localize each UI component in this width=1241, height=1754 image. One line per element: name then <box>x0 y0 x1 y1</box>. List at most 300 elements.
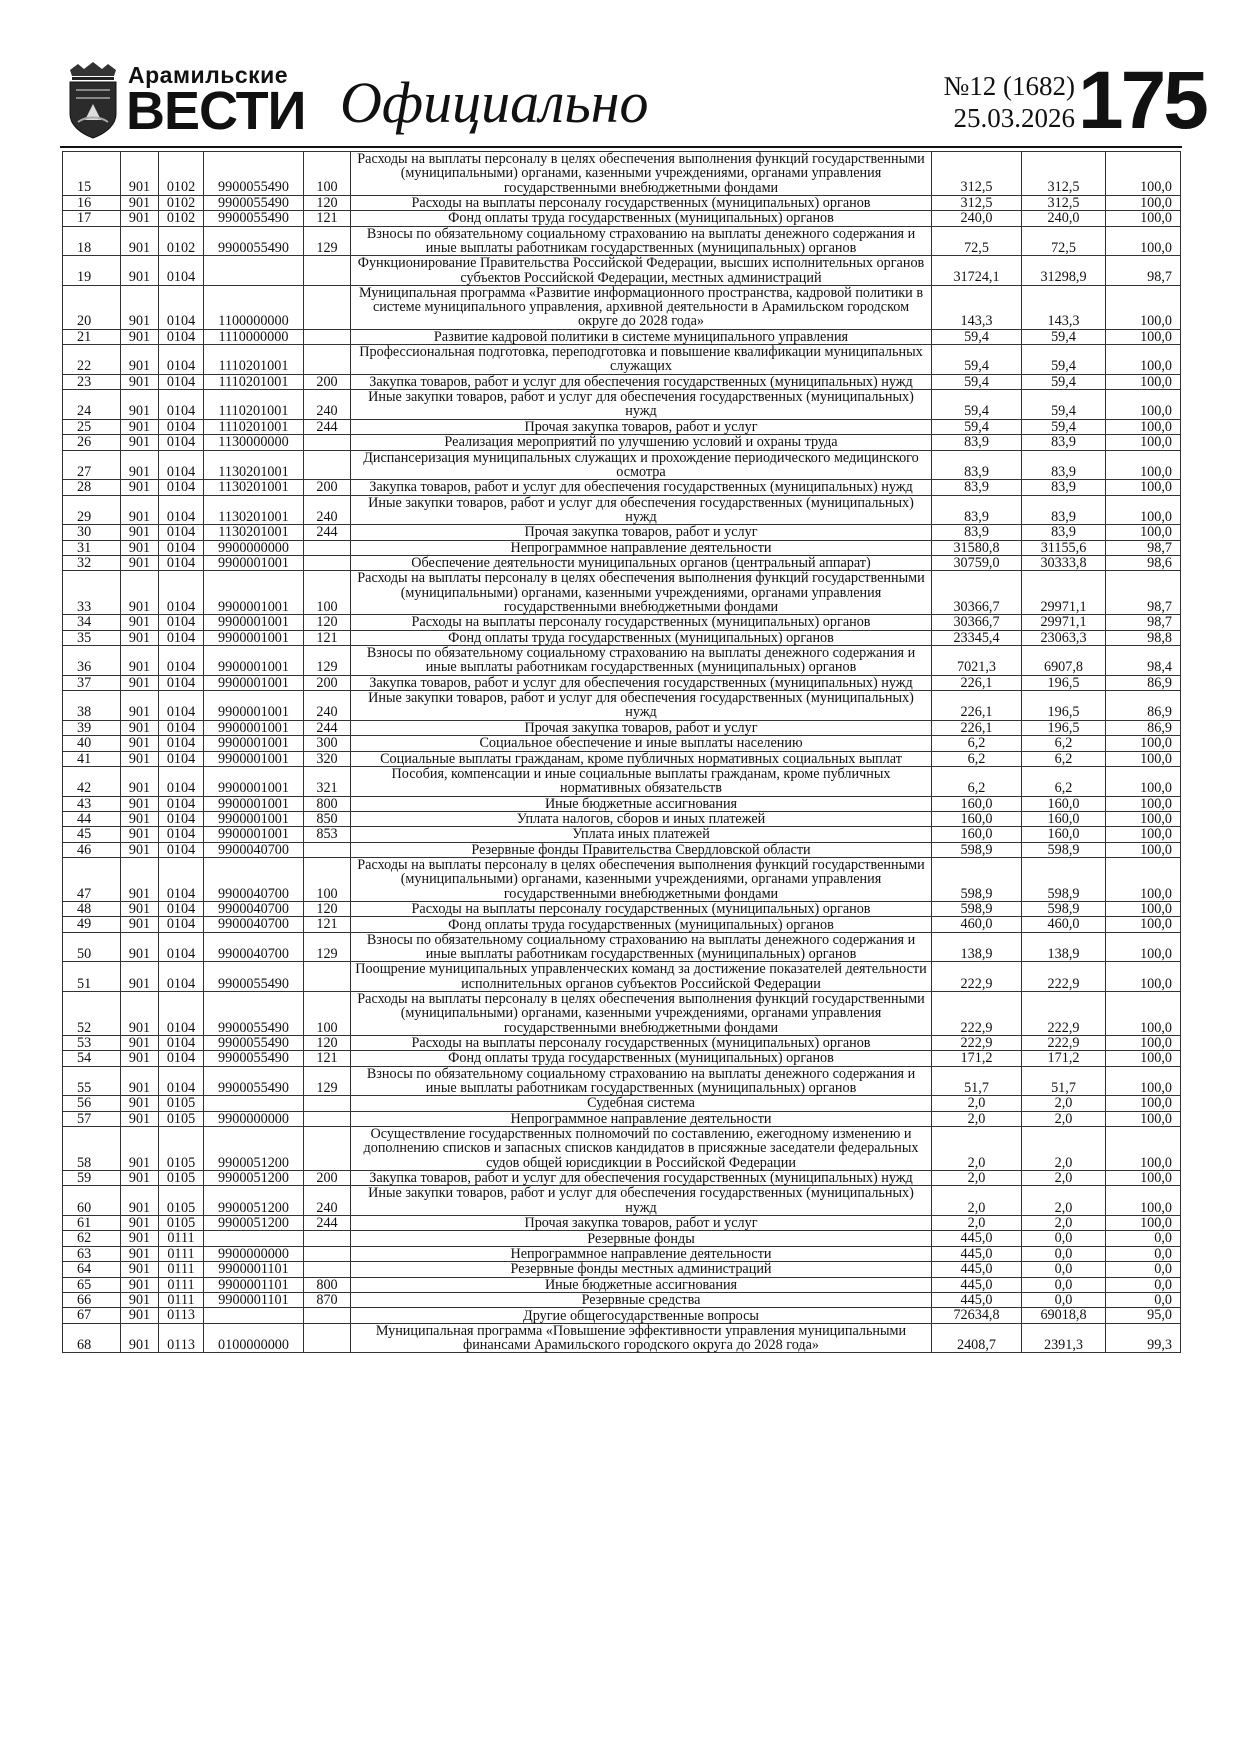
expense-description: Расходы на выплаты персоналу в целях обеспечения выполнения функций государственными (муниципальными) органами, казенными учреждениями, органами управления государственными внебюджетными фондами <box>351 571 932 615</box>
issue-date: 25.03.2026 <box>953 103 1075 133</box>
planned-amount: 59,4 <box>932 329 1022 344</box>
planned-amount: 445,0 <box>932 1293 1022 1308</box>
table-row <box>63 1127 1181 1171</box>
row-number: 33 <box>63 571 121 615</box>
target-article-code: 9900001001 <box>204 811 304 826</box>
expense-description: Закупка товаров, работ и услуг для обеспечения государственных (муниципальных) нужд <box>351 675 932 690</box>
section-code: 0104 <box>159 1051 204 1066</box>
executed-amount: 23063,3 <box>1022 630 1106 645</box>
section-code: 0104 <box>159 571 204 615</box>
row-number: 55 <box>63 1066 121 1096</box>
executed-amount: 6,2 <box>1022 751 1106 766</box>
expense-description: Взносы по обязательному социальному страхованию на выплаты денежного содержания и иные выплаты работникам государственных (муниципальных) органов <box>351 646 932 676</box>
planned-amount: 83,9 <box>932 435 1022 450</box>
table-row <box>63 932 1181 962</box>
row-number: 49 <box>63 917 121 932</box>
executed-amount: 83,9 <box>1022 435 1106 450</box>
ministry-code: 901 <box>121 211 159 226</box>
row-number: 41 <box>63 751 121 766</box>
section-code: 0104 <box>159 556 204 571</box>
planned-amount: 83,9 <box>932 525 1022 540</box>
section-code: 0104 <box>159 525 204 540</box>
ministry-code: 901 <box>121 374 159 389</box>
planned-amount: 598,9 <box>932 858 1022 902</box>
expense-type-code: 100 <box>304 992 351 1036</box>
ministry-code: 901 <box>121 480 159 495</box>
expense-type-code: 853 <box>304 827 351 842</box>
table-row <box>63 450 1181 480</box>
expense-description: Фонд оплаты труда государственных (муниципальных) органов <box>351 211 932 226</box>
ministry-code: 901 <box>121 1051 159 1066</box>
section-code: 0104 <box>159 1066 204 1096</box>
executed-amount: 6,2 <box>1022 736 1106 751</box>
planned-amount: 6,2 <box>932 751 1022 766</box>
execution-percent: 100,0 <box>1106 435 1181 450</box>
section-code: 0105 <box>159 1216 204 1231</box>
section-code: 0104 <box>159 1035 204 1050</box>
expense-type-code: 244 <box>304 525 351 540</box>
table-row <box>63 1171 1181 1186</box>
execution-percent: 100,0 <box>1106 902 1181 917</box>
expense-type-code <box>304 1096 351 1111</box>
expense-type-code: 244 <box>304 1216 351 1231</box>
ministry-code: 901 <box>121 152 159 196</box>
expense-description: Судебная система <box>351 1096 932 1111</box>
expense-description: Обеспечение деятельности муниципальных органов (центральный аппарат) <box>351 556 932 571</box>
planned-amount: 6,2 <box>932 736 1022 751</box>
planned-amount: 30366,7 <box>932 615 1022 630</box>
row-number: 16 <box>63 195 121 210</box>
expense-description: Фонд оплаты труда государственных (муниципальных) органов <box>351 917 932 932</box>
table-row <box>63 480 1181 495</box>
ministry-code: 901 <box>121 858 159 902</box>
planned-amount: 72634,8 <box>932 1308 1022 1323</box>
ministry-code: 901 <box>121 720 159 735</box>
execution-percent: 0,0 <box>1106 1262 1181 1277</box>
section-code: 0104 <box>159 842 204 857</box>
execution-percent: 100,0 <box>1106 525 1181 540</box>
ministry-code: 901 <box>121 675 159 690</box>
expense-type-code: 121 <box>304 1051 351 1066</box>
executed-amount: 59,4 <box>1022 345 1106 375</box>
row-number: 18 <box>63 226 121 256</box>
executed-amount: 0,0 <box>1022 1277 1106 1292</box>
section-code: 0111 <box>159 1246 204 1261</box>
planned-amount: 160,0 <box>932 796 1022 811</box>
expense-type-code <box>304 962 351 992</box>
row-number: 47 <box>63 858 121 902</box>
expense-type-code: 240 <box>304 1186 351 1216</box>
executed-amount: 59,4 <box>1022 374 1106 389</box>
ministry-code: 901 <box>121 751 159 766</box>
target-article-code: 1110201001 <box>204 419 304 434</box>
expense-type-code: 870 <box>304 1293 351 1308</box>
table-row <box>63 390 1181 420</box>
planned-amount: 222,9 <box>932 962 1022 992</box>
ministry-code: 901 <box>121 1111 159 1126</box>
expense-type-code: 200 <box>304 480 351 495</box>
executed-amount: 598,9 <box>1022 842 1106 857</box>
table-row <box>63 419 1181 434</box>
expense-description: Иные закупки товаров, работ и услуг для обеспечения государственных (муниципальных) нужд <box>351 495 932 525</box>
executed-amount: 6907,8 <box>1022 646 1106 676</box>
executed-amount: 59,4 <box>1022 419 1106 434</box>
expense-type-code: 129 <box>304 226 351 256</box>
expense-type-code <box>304 1323 351 1353</box>
ministry-code: 901 <box>121 842 159 857</box>
page-header <box>60 48 1206 146</box>
page-number: 175 <box>1078 55 1206 146</box>
ministry-code: 901 <box>121 1216 159 1231</box>
expense-description: Взносы по обязательному социальному страхованию на выплаты денежного содержания и иные выплаты работникам государственных (муниципальных) органов <box>351 1066 932 1096</box>
section-code: 0104 <box>159 902 204 917</box>
execution-percent: 100,0 <box>1106 962 1181 992</box>
planned-amount: 171,2 <box>932 1051 1022 1066</box>
expense-type-code: 320 <box>304 751 351 766</box>
row-number: 17 <box>63 211 121 226</box>
target-article-code: 9900055490 <box>204 1035 304 1050</box>
expense-description: Резервные фонды Правительства Свердловской области <box>351 842 932 857</box>
section-code: 0104 <box>159 256 204 286</box>
row-number: 24 <box>63 390 121 420</box>
row-number: 57 <box>63 1111 121 1126</box>
execution-percent: 86,9 <box>1106 720 1181 735</box>
execution-percent: 100,0 <box>1106 1186 1181 1216</box>
target-article-code: 9900001001 <box>204 615 304 630</box>
row-number: 23 <box>63 374 121 389</box>
table-row <box>63 992 1181 1036</box>
section-code: 0104 <box>159 811 204 826</box>
execution-percent: 100,0 <box>1106 811 1181 826</box>
executed-amount: 0,0 <box>1022 1231 1106 1246</box>
table-row <box>63 211 1181 226</box>
table-row <box>63 917 1181 932</box>
executed-amount: 160,0 <box>1022 811 1106 826</box>
section-code: 0105 <box>159 1111 204 1126</box>
executed-amount: 0,0 <box>1022 1293 1106 1308</box>
table-row <box>63 285 1181 329</box>
table-row <box>63 226 1181 256</box>
ministry-code: 901 <box>121 1308 159 1323</box>
executed-amount: 598,9 <box>1022 858 1106 902</box>
executed-amount: 196,5 <box>1022 675 1106 690</box>
execution-percent: 0,0 <box>1106 1277 1181 1292</box>
ministry-code: 901 <box>121 556 159 571</box>
expense-description: Прочая закупка товаров, работ и услуг <box>351 525 932 540</box>
target-article-code <box>204 1231 304 1246</box>
expense-type-code: 321 <box>304 766 351 796</box>
table-row <box>63 630 1181 645</box>
row-number: 56 <box>63 1096 121 1111</box>
executed-amount: 138,9 <box>1022 932 1106 962</box>
ministry-code: 901 <box>121 811 159 826</box>
table-row <box>63 1186 1181 1216</box>
row-number: 32 <box>63 556 121 571</box>
ministry-code: 901 <box>121 1293 159 1308</box>
row-number: 34 <box>63 615 121 630</box>
section-code: 0104 <box>159 374 204 389</box>
expense-description: Социальные выплаты гражданам, кроме публичных нормативных социальных выплат <box>351 751 932 766</box>
row-number: 22 <box>63 345 121 375</box>
target-article-code: 9900001001 <box>204 556 304 571</box>
executed-amount: 29971,1 <box>1022 571 1106 615</box>
ministry-code: 901 <box>121 962 159 992</box>
planned-amount: 222,9 <box>932 992 1022 1036</box>
section-code: 0104 <box>159 766 204 796</box>
issue-number: №12 (1682) <box>943 71 1075 101</box>
target-article-code: 9900051200 <box>204 1186 304 1216</box>
expense-description: Профессиональная подготовка, переподготовка и повышение квалификации муниципальных служащих <box>351 345 932 375</box>
target-article-code: 9900001001 <box>204 720 304 735</box>
executed-amount: 196,5 <box>1022 720 1106 735</box>
expense-description: Расходы на выплаты персоналу государственных (муниципальных) органов <box>351 902 932 917</box>
executed-amount: 143,3 <box>1022 285 1106 329</box>
target-article-code: 9900040700 <box>204 902 304 917</box>
section-code: 0104 <box>159 675 204 690</box>
ministry-code: 901 <box>121 766 159 796</box>
planned-amount: 2,0 <box>932 1186 1022 1216</box>
section-code: 0104 <box>159 917 204 932</box>
row-number: 46 <box>63 842 121 857</box>
execution-percent: 100,0 <box>1106 374 1181 389</box>
executed-amount: 72,5 <box>1022 226 1106 256</box>
section-code: 0111 <box>159 1231 204 1246</box>
execution-percent: 0,0 <box>1106 1293 1181 1308</box>
table-row <box>63 571 1181 615</box>
expense-description: Социальное обеспечение и иные выплаты населению <box>351 736 932 751</box>
target-article-code: 9900000000 <box>204 1246 304 1261</box>
expense-description: Резервные фонды местных администраций <box>351 1262 932 1277</box>
expense-type-code: 129 <box>304 932 351 962</box>
expense-description: Прочая закупка товаров, работ и услуг <box>351 720 932 735</box>
expense-type-code: 120 <box>304 195 351 210</box>
ministry-code: 901 <box>121 917 159 932</box>
ministry-code: 901 <box>121 827 159 842</box>
row-number: 30 <box>63 525 121 540</box>
ministry-code: 901 <box>121 992 159 1036</box>
executed-amount: 196,5 <box>1022 691 1106 721</box>
table-row <box>63 1096 1181 1111</box>
row-number: 21 <box>63 329 121 344</box>
executed-amount: 460,0 <box>1022 917 1106 932</box>
target-article-code: 1130201001 <box>204 480 304 495</box>
target-article-code: 9900040700 <box>204 917 304 932</box>
table-row <box>63 691 1181 721</box>
coat-of-arms-icon <box>64 60 122 140</box>
section-code: 0104 <box>159 646 204 676</box>
table-body <box>63 152 1181 1353</box>
executed-amount: 240,0 <box>1022 211 1106 226</box>
expense-type-code: 120 <box>304 902 351 917</box>
section-code: 0104 <box>159 720 204 735</box>
planned-amount: 51,7 <box>932 1066 1022 1096</box>
execution-percent: 100,0 <box>1106 495 1181 525</box>
section-code: 0104 <box>159 691 204 721</box>
execution-percent: 0,0 <box>1106 1246 1181 1261</box>
target-article-code: 9900001001 <box>204 675 304 690</box>
planned-amount: 598,9 <box>932 902 1022 917</box>
section-code: 0104 <box>159 736 204 751</box>
planned-amount: 240,0 <box>932 211 1022 226</box>
section-code: 0105 <box>159 1096 204 1111</box>
planned-amount: 31724,1 <box>932 256 1022 286</box>
row-number: 52 <box>63 992 121 1036</box>
expense-description: Закупка товаров, работ и услуг для обеспечения государственных (муниципальных) нужд <box>351 480 932 495</box>
target-article-code: 9900001001 <box>204 751 304 766</box>
section-code: 0104 <box>159 962 204 992</box>
execution-percent: 100,0 <box>1106 345 1181 375</box>
section-code: 0104 <box>159 992 204 1036</box>
expense-type-code: 200 <box>304 1171 351 1186</box>
execution-percent: 100,0 <box>1106 1216 1181 1231</box>
expense-description: Иные закупки товаров, работ и услуг для обеспечения государственных (муниципальных) нужд <box>351 390 932 420</box>
expense-description: Прочая закупка товаров, работ и услуг <box>351 419 932 434</box>
row-number: 63 <box>63 1246 121 1261</box>
row-number: 53 <box>63 1035 121 1050</box>
execution-percent: 100,0 <box>1106 1111 1181 1126</box>
execution-percent: 98,8 <box>1106 630 1181 645</box>
expense-description: Пособия, компенсации и иные социальные выплаты гражданам, кроме публичных нормативных обязательств <box>351 766 932 796</box>
target-article-code: 9900051200 <box>204 1127 304 1171</box>
executed-amount: 312,5 <box>1022 152 1106 196</box>
execution-percent: 95,0 <box>1106 1308 1181 1323</box>
ministry-code: 901 <box>121 525 159 540</box>
execution-percent: 98,4 <box>1106 646 1181 676</box>
row-number: 59 <box>63 1171 121 1186</box>
expense-type-code: 120 <box>304 1035 351 1050</box>
brand-name-main: ВЕСТИ <box>126 81 306 141</box>
executed-amount: 83,9 <box>1022 495 1106 525</box>
expense-description: Резервные средства <box>351 1293 932 1308</box>
target-article-code: 0100000000 <box>204 1323 304 1353</box>
target-article-code: 1110201001 <box>204 390 304 420</box>
ministry-code: 901 <box>121 1231 159 1246</box>
ministry-code: 901 <box>121 1323 159 1353</box>
target-article-code: 9900001001 <box>204 691 304 721</box>
target-article-code: 9900001001 <box>204 827 304 842</box>
target-article-code: 1130201001 <box>204 450 304 480</box>
execution-percent: 100,0 <box>1106 390 1181 420</box>
expense-type-code: 129 <box>304 646 351 676</box>
expense-description: Функционирование Правительства Российской Федерации, высших исполнительных органов субъектов Российской Федерации, местных администраций <box>351 256 932 286</box>
expense-description: Иные бюджетные ассигнования <box>351 796 932 811</box>
planned-amount: 7021,3 <box>932 646 1022 676</box>
section-code: 0105 <box>159 1127 204 1171</box>
executed-amount: 222,9 <box>1022 962 1106 992</box>
executed-amount: 160,0 <box>1022 827 1106 842</box>
row-number: 44 <box>63 811 121 826</box>
row-number: 20 <box>63 285 121 329</box>
executed-amount: 83,9 <box>1022 450 1106 480</box>
brand-name-top: Арамильские <box>128 62 289 88</box>
section-code: 0105 <box>159 1186 204 1216</box>
expense-type-code: 121 <box>304 630 351 645</box>
execution-percent: 99,3 <box>1106 1323 1181 1353</box>
section-code: 0104 <box>159 858 204 902</box>
execution-percent: 100,0 <box>1106 827 1181 842</box>
executed-amount: 69018,8 <box>1022 1308 1106 1323</box>
planned-amount: 598,9 <box>932 842 1022 857</box>
section-code: 0113 <box>159 1308 204 1323</box>
expense-description: Уплата иных платежей <box>351 827 932 842</box>
row-number: 15 <box>63 152 121 196</box>
ministry-code: 901 <box>121 1127 159 1171</box>
row-number: 37 <box>63 675 121 690</box>
ministry-code: 901 <box>121 256 159 286</box>
expense-type-code: 100 <box>304 858 351 902</box>
table-row <box>63 152 1181 196</box>
ministry-code: 901 <box>121 345 159 375</box>
ministry-code: 901 <box>121 195 159 210</box>
table-row <box>63 345 1181 375</box>
expense-description: Уплата налогов, сборов и иных платежей <box>351 811 932 826</box>
expense-description: Закупка товаров, работ и услуг для обеспечения государственных (муниципальных) нужд <box>351 374 932 389</box>
table-row <box>63 195 1181 210</box>
row-number: 66 <box>63 1293 121 1308</box>
section-code: 0104 <box>159 751 204 766</box>
table-row <box>63 1066 1181 1096</box>
execution-percent: 100,0 <box>1106 858 1181 902</box>
expense-description: Муниципальная программа «Повышение эффективности управления муниципальными финансами Арамильского городского округа до 2028 года» <box>351 1323 932 1353</box>
ministry-code: 901 <box>121 1066 159 1096</box>
table-row <box>63 827 1181 842</box>
planned-amount: 160,0 <box>932 811 1022 826</box>
expense-description: Расходы на выплаты персоналу государственных (муниципальных) органов <box>351 1035 932 1050</box>
planned-amount: 72,5 <box>932 226 1022 256</box>
table-row <box>63 495 1181 525</box>
expense-description: Поощрение муниципальных управленческих команд за достижение показателей деятельности исполнительных органов субъектов Российской Федерации <box>351 962 932 992</box>
section-code: 0104 <box>159 615 204 630</box>
expense-description: Непрограммное направление деятельности <box>351 1246 932 1261</box>
table-row <box>63 842 1181 857</box>
planned-amount: 83,9 <box>932 495 1022 525</box>
expense-type-code <box>304 450 351 480</box>
target-article-code: 1100000000 <box>204 285 304 329</box>
ministry-code: 901 <box>121 1035 159 1050</box>
planned-amount: 6,2 <box>932 766 1022 796</box>
expense-type-code <box>304 256 351 286</box>
row-number: 40 <box>63 736 121 751</box>
row-number: 19 <box>63 256 121 286</box>
table-row <box>63 540 1181 555</box>
row-number: 68 <box>63 1323 121 1353</box>
expense-type-code <box>304 540 351 555</box>
expense-description: Расходы на выплаты персоналу в целях обеспечения выполнения функций государственными (муниципальными) органами, казенными учреждениями, органами управления государственными внебюджетными фондами <box>351 992 932 1036</box>
target-article-code: 9900055490 <box>204 195 304 210</box>
expense-type-code <box>304 1111 351 1126</box>
ministry-code: 901 <box>121 540 159 555</box>
execution-percent: 100,0 <box>1106 195 1181 210</box>
target-article-code: 9900001001 <box>204 646 304 676</box>
planned-amount: 30366,7 <box>932 571 1022 615</box>
ministry-code: 901 <box>121 1171 159 1186</box>
target-article-code: 9900055490 <box>204 1066 304 1096</box>
execution-percent: 100,0 <box>1106 992 1181 1036</box>
row-number: 67 <box>63 1308 121 1323</box>
budget-table <box>62 151 1181 1353</box>
target-article-code: 9900055490 <box>204 962 304 992</box>
expense-type-code: 121 <box>304 917 351 932</box>
expense-type-code: 200 <box>304 675 351 690</box>
target-article-code <box>204 256 304 286</box>
executed-amount: 83,9 <box>1022 525 1106 540</box>
target-article-code: 9900055490 <box>204 226 304 256</box>
planned-amount: 2,0 <box>932 1096 1022 1111</box>
expense-description: Расходы на выплаты персоналу в целях обеспечения выполнения функций государственными (муниципальными) органами, казенными учреждениями, органами управления государственными внебюджетными фондами <box>351 152 932 196</box>
table-row <box>63 796 1181 811</box>
ministry-code: 901 <box>121 226 159 256</box>
table-row <box>63 720 1181 735</box>
